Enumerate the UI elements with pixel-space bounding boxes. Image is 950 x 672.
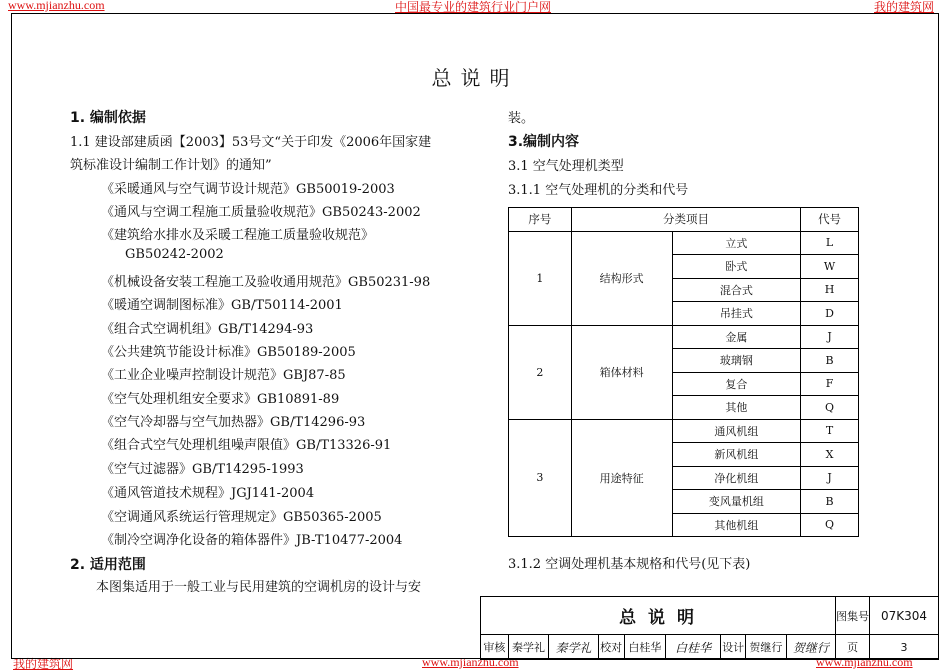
- table-row: [509, 325, 859, 349]
- reviewer-signature: 秦学礼: [549, 635, 598, 660]
- subsection-3-1-1: 3.1.1 空气处理机的分类和代号: [508, 183, 689, 198]
- designer-signature: 贺继行: [786, 635, 835, 660]
- code-cell: J: [801, 325, 859, 349]
- group-name: 箱体材料: [571, 325, 672, 419]
- page-title: 总说明: [431, 66, 519, 90]
- section1-heading: 1. 编制依据: [70, 110, 146, 126]
- type-cell: 卧式: [672, 255, 801, 279]
- code-cell: D: [801, 302, 859, 326]
- code-cell: H: [801, 278, 859, 302]
- intro-line-1: 1.1 建设部建质函【2003】53号文“关于印发《2006年国家建: [70, 135, 432, 150]
- standard-item: 《暖通空调制图标准》GB/T50114-2001: [101, 298, 343, 313]
- group-name: 结构形式: [571, 231, 672, 325]
- designer-name: 贺继行: [746, 635, 787, 660]
- type-cell: 新风机组: [672, 443, 801, 467]
- atlas-number: 07K304: [870, 597, 939, 635]
- design-label: 设计: [721, 635, 746, 660]
- subsection-3-1: 3.1 空气处理机类型: [508, 159, 624, 174]
- watermark-brand-bottom-left[interactable]: 我的建筑网: [13, 657, 74, 671]
- standard-item: 《通风管道技术规程》JGJ141-2004: [101, 486, 315, 501]
- checker-name: 白桂华: [624, 635, 666, 660]
- standard-item: 《机械设备安装工程施工及验收通用规范》GB50231-98: [101, 275, 431, 290]
- standard-item: 《空调通风系统运行管理规定》GB50365-2005: [101, 510, 382, 525]
- table-row: [509, 231, 859, 255]
- group-no: 2: [509, 325, 572, 419]
- standard-item: 《组合式空调机组》GB/T14294-93: [101, 322, 314, 337]
- standard-item: 《组合式空气处理机组噪声限值》GB/T13326-91: [101, 438, 392, 453]
- title-block-title: 总 说 明: [481, 597, 836, 635]
- code-cell: F: [801, 372, 859, 396]
- code-cell: Q: [801, 513, 859, 537]
- code-cell: Q: [801, 396, 859, 420]
- type-cell: 金属: [672, 325, 801, 349]
- code-cell: B: [801, 490, 859, 514]
- group-no: 3: [509, 419, 572, 537]
- type-cell: 复合: [672, 372, 801, 396]
- standard-item: GB50242-2002: [125, 247, 224, 262]
- type-cell: 净化机组: [672, 466, 801, 490]
- type-cell: 混合式: [672, 278, 801, 302]
- type-cell: 变风量机组: [672, 490, 801, 514]
- checker-signature: 白桂华: [666, 635, 721, 660]
- atlas-label: 图集号: [836, 597, 870, 635]
- standard-item: 《制冷空调净化设备的箱体器件》JB-T10477-2004: [101, 533, 403, 548]
- section3-heading: 3.编制内容: [508, 134, 580, 150]
- table-row: [509, 419, 859, 443]
- title-block: [480, 596, 939, 660]
- section2-heading: 2. 适用范围: [70, 557, 146, 573]
- reviewer-name: 秦学礼: [508, 635, 549, 660]
- type-cell: 通风机组: [672, 419, 801, 443]
- standard-item: 《空气处理机组安全要求》GB10891-89: [101, 392, 340, 407]
- code-cell: X: [801, 443, 859, 467]
- code-cell: T: [801, 419, 859, 443]
- review-label: 审核: [481, 635, 509, 660]
- header-item: 分类项目: [571, 208, 800, 232]
- standard-item: 《采暖通风与空气调节设计规范》GB50019-2003: [101, 182, 395, 197]
- type-cell: 吊挂式: [672, 302, 801, 326]
- standard-item: 《空气过滤器》GB/T14295-1993: [101, 462, 304, 477]
- group-no: 1: [509, 231, 572, 325]
- section2-text: 本图集适用于一般工业与民用建筑的空调机房的设计与安: [96, 580, 422, 595]
- standard-item: 《工业企业噪声控制设计规范》GBJ87-85: [101, 368, 346, 383]
- table-header-row: [509, 208, 859, 232]
- type-cell: 玻璃钢: [672, 349, 801, 373]
- standard-item: 《建筑给水排水及采暖工程施工质量验收规范》: [101, 228, 375, 243]
- page-number: 3: [870, 635, 939, 660]
- group-name: 用途特征: [571, 419, 672, 537]
- type-cell: 立式: [672, 231, 801, 255]
- code-cell: L: [801, 231, 859, 255]
- type-cell: 其他: [672, 396, 801, 420]
- type-cell: 其他机组: [672, 513, 801, 537]
- subsection-3-1-2: 3.1.2 空调处理机基本规格和代号(见下表): [508, 557, 751, 572]
- intro-line-2: 筑标准设计编制工作计划》的通知”: [70, 158, 272, 173]
- check-label: 校对: [598, 635, 624, 660]
- standard-item: 《公共建筑节能设计标准》GB50189-2005: [101, 345, 356, 360]
- watermark-url-bottom-right[interactable]: www.mjianzhu.com: [816, 655, 913, 669]
- classification-table: [508, 207, 859, 537]
- section2-continuation: 装。: [508, 111, 535, 126]
- standard-item: 《通风与空调工程施工质量验收规范》GB50243-2002: [101, 205, 421, 220]
- watermark-slogan-top[interactable]: 中国最专业的建筑行业门户网: [395, 0, 552, 14]
- code-cell: J: [801, 466, 859, 490]
- header-code: 代号: [801, 208, 859, 232]
- header-no: 序号: [509, 208, 572, 232]
- watermark-url-bottom-center[interactable]: www.mjianzhu.com: [422, 655, 519, 669]
- standard-item: 《空气冷却器与空气加热器》GB/T14296-93: [101, 415, 366, 430]
- code-cell: B: [801, 349, 859, 373]
- watermark-brand-top-right[interactable]: 我的建筑网: [874, 0, 935, 14]
- page-label: 页: [836, 635, 870, 660]
- watermark-url-top-left[interactable]: www.mjianzhu.com: [8, 0, 105, 12]
- code-cell: W: [801, 255, 859, 279]
